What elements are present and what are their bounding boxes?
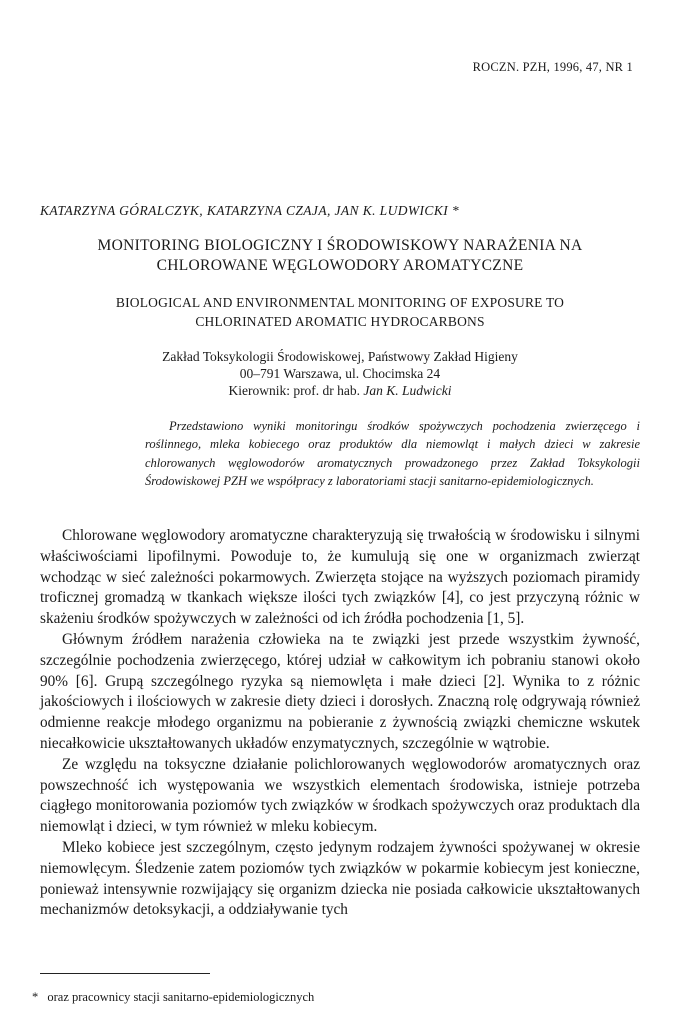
body-paragraph-4: Mleko kobiece jest szczególnym, często jedynym rodzajem żywności spożywanej w okresie niemowlęcym. Śledzenie zatem poziomów tych związków w pokarmie kobiecym jest konieczne, ponieważ intensywnie rozwijający się organizm dziecka nie posiada całkowicie ukształtowanych mechanizmów detoksykacji, a oddziaływanie tych xyxy=(40,838,640,919)
body-paragraph-2: Głównym źródłem narażenia człowieka na te związki jest przede wszystkim żywność, szczególnie pochodzenia zwierzęcego, której udział w całkowitym ich pobraniu stanowi około 90% [6]. Grupą szczególnego ryzyka są niemowlęta i małe dzieci [2]. Wynika to z różnic jakościowych i ilościowych w zakresie diety dzieci i dorosłych. Znaczną rolę odgrywają również odmienne reakcje młodego organizmu na pobieranie z żywnością związki chemiczne wskutek niecałkowicie ukształtowanych układów enzymatycznych, szczególnie w wątrobie. xyxy=(40,630,640,752)
footnote xyxy=(32,990,314,1005)
article-body xyxy=(40,526,640,921)
title-english-line-1: BIOLOGICAL AND ENVIRONMENTAL MONITORING OF EXPOSURE TO xyxy=(115,295,565,310)
abstract: Przedstawiono wyniki monitoringu środków spożywczych pochodzenia zwierzęcego i roślinnego, mleka kobiecego oraz produktów dla niemowląt i małych dzieci w zakresie chlorowanych węglowodorów aromatycznych prowadzonego przez Zakład Toksykologii Środowiskowej PZH we współpracy z laboratoriami stacji sanitarno-epidemiologicznych. xyxy=(145,419,640,488)
institution-name: Zakład Toksykologii Środowiskowej, Państwowy Zakład Higieny xyxy=(162,349,518,364)
author-list: KATARZYNA GÓRALCZYK, KATARZYNA CZAJA, JAN K. LUDWICKI * xyxy=(40,203,460,218)
department-head-name: Jan K. Ludwicki xyxy=(363,383,452,398)
footnote-divider xyxy=(40,973,210,974)
title-english xyxy=(40,293,640,331)
journal-reference: ROCZN. PZH, 1996, 47, NR 1 xyxy=(472,60,633,74)
body-paragraph-1: Chlorowane węglowodory aromatyczne charakteryzują się trwałością w środowisku i silnymi właściwościami lipofilnymi. Powoduje to, że kumulują się one w organizmach zwierząt wchodząc w sieć zależności pokarmowych. Zwierzęta stojące na wyższych poziomach piramidy troficznej gromadzą w tkankach większe ilości tych związków [4], co jest przyczyną różnic w skażeniu środków spożywczych w zależności od ich źródła pochodzenia [1, 5]. xyxy=(40,527,640,628)
body-paragraph-3: Ze względu na toksyczne działanie polichlorowanych węglowodorów aromatycznych oraz powszechność ich występowania we wszystkich elementach środowiska, istnieje potrzeba ciągłego monitorowania poziomów tych związków w środkach spożywczych oraz produktach dla niemowląt i dzieci, w tym również w mleku kobiecym. xyxy=(40,755,640,836)
affiliation xyxy=(40,348,640,399)
title-polish-line-2: CHLOROWANE WĘGLOWODORY AROMATYCZNE xyxy=(156,257,524,274)
footnote-text: oraz pracownicy stacji sanitarno-epidemiologicznych xyxy=(47,990,315,1004)
title-polish-line-1: MONITORING BIOLOGICZNY I ŚRODOWISKOWY NARAŻENIA NA xyxy=(97,237,583,254)
department-head xyxy=(40,382,640,399)
department-head-label: Kierownik: prof. dr hab. xyxy=(228,383,361,398)
title-english-line-2: CHLORINATED AROMATIC HYDROCARBONS xyxy=(195,314,485,329)
title-polish xyxy=(40,236,640,276)
institution-address: 00–791 Warszawa, ul. Chocimska 24 xyxy=(239,366,441,381)
footnote-marker: * xyxy=(32,990,39,1004)
